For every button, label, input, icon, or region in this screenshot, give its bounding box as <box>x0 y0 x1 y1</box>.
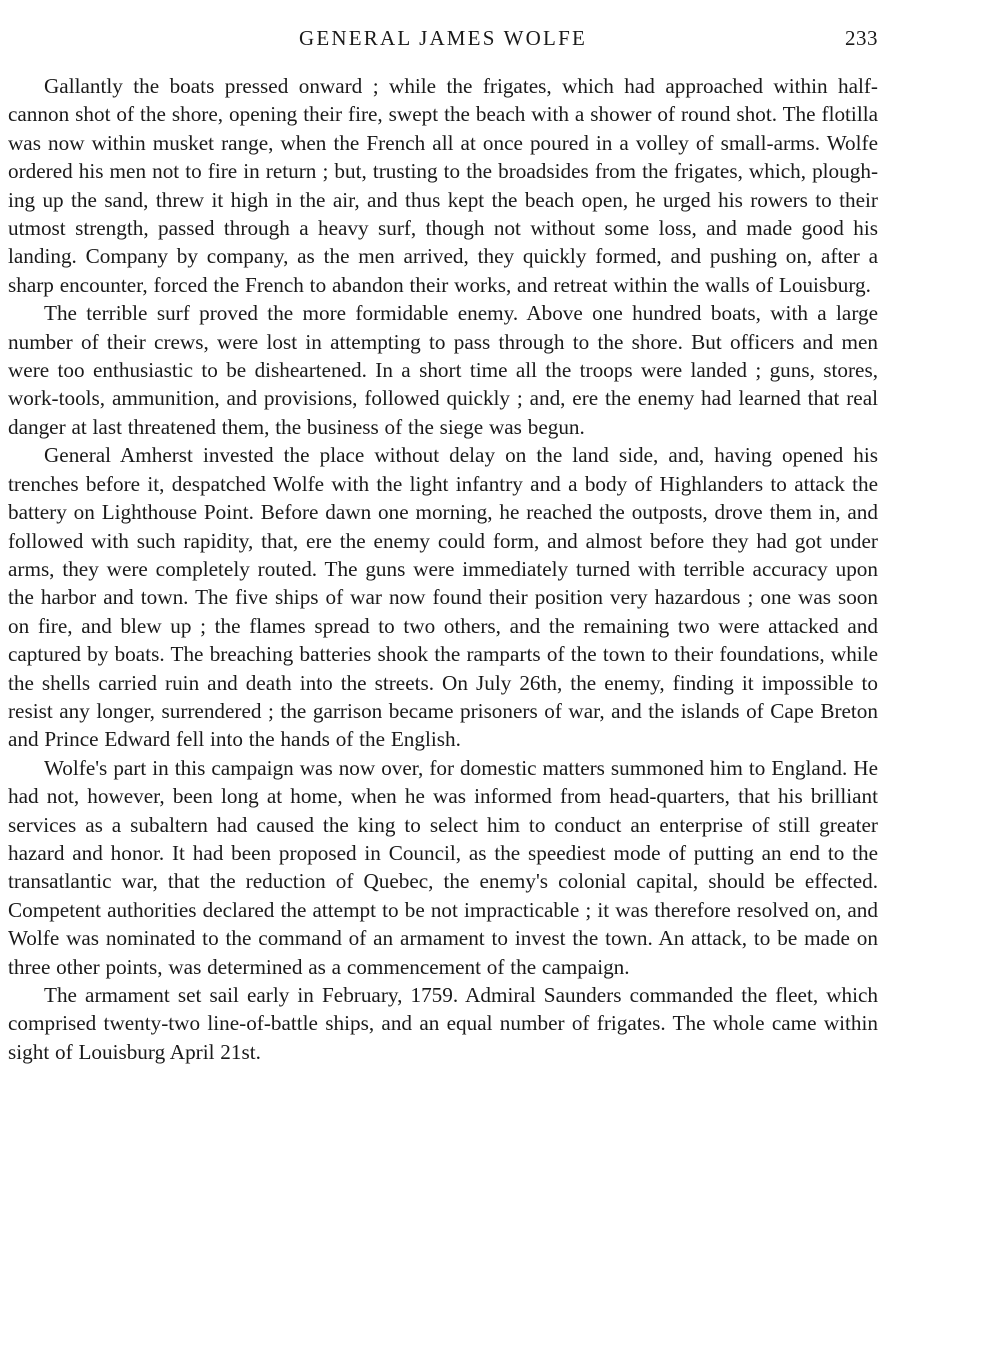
paragraph: Wolfe's part in this campaign was now over, for domestic matters summoned him to England. He had not, however, been long at home, when he was informed from head-quarters, that his brilliant services as a subaltern had caused the king to select him to conduct an enterprise of still greater hazard and honor. It had been proposed in Council, as the speediest mode of putting an end to the transatlantic war, that the reduction of Quebec, the enemy's colonial capital, should be effected. Competent authorities declared the attempt to be not impracticable ; it was therefore resolved on, and Wolfe was nominated to the command of an armament to invest the town. An attack, to be made on three other points, was determined as a commencement of the campaign. <box>8 755 878 979</box>
page-header <box>8 22 878 62</box>
running-head: GENERAL JAMES WOLFE <box>299 26 587 50</box>
paragraph: The terrible surf proved the more formidable enemy. Above one hundred boats, with a large number of their crews, were lost in attempting to pass through to the shore. But officers and men were too enthusiastic to be disheartened. In a short time all the troops were landed ; guns, stores, work-tools, ammunition, and provisions, followed quickly ; and, ere the enemy had learned that real danger at last threatened them, the business of the siege was begun. <box>8 301 878 439</box>
body-text <box>8 72 878 1066</box>
paragraph: Gallantly the boats pressed onward ; while the frigates, which had approached within half-cannon shot of the shore, opening their fire, swept the beach with a shower of round shot. The flotilla was now within musket range, when the French all at once poured in a volley of small-arms. Wolfe ordered his men not to fire in return ; but, trusting to the broadsides from the frigates, which, ploughing up the sand, threw it high in the air, and thus kept the beach open, he urged his rowers to their utmost strength, passed through a heavy surf, though not without some loss, and made good his landing. Company by company, as the men arrived, they quickly formed, and pushing on, after a sharp encounter, forced the French to abandon their works, and retreat within the walls of Louisburg. <box>8 74 878 297</box>
book-page <box>8 22 878 1066</box>
page-number: 233 <box>845 26 878 50</box>
paragraph: The armament set sail early in February, 1759. Admiral Saunders commanded the fleet, which comprised twenty-two line-of-battle ships, and an equal number of frigates. The whole came within sight of Louisburg April 21st. <box>8 983 878 1064</box>
paragraph: General Amherst invested the place without delay on the land side, and, having opened his trenches before it, despatched Wolfe with the light infantry and a body of Highlanders to attack the battery on Lighthouse Point. Before dawn one morning, he reached the outposts, drove them in, and followed with such rapidity, that, ere the enemy could form, and almost before they had got under arms, they were completely routed. The guns were immediately turned with terrible accuracy upon the harbor and town. The five ships of war now found their position very hazardous ; one was soon on fire, and blew up ; the flames spread to two others, and the remaining two were attacked and captured by boats. The breaching batteries shook the ramparts of the town to their foundations, while the shells carried ruin and death into the streets. On July 26th, the enemy, finding it impossible to resist any longer, surrendered ; the garrison became prisoners of war, and the islands of Cape Breton and Prince Edward fell into the hands of the English. <box>8 443 878 752</box>
